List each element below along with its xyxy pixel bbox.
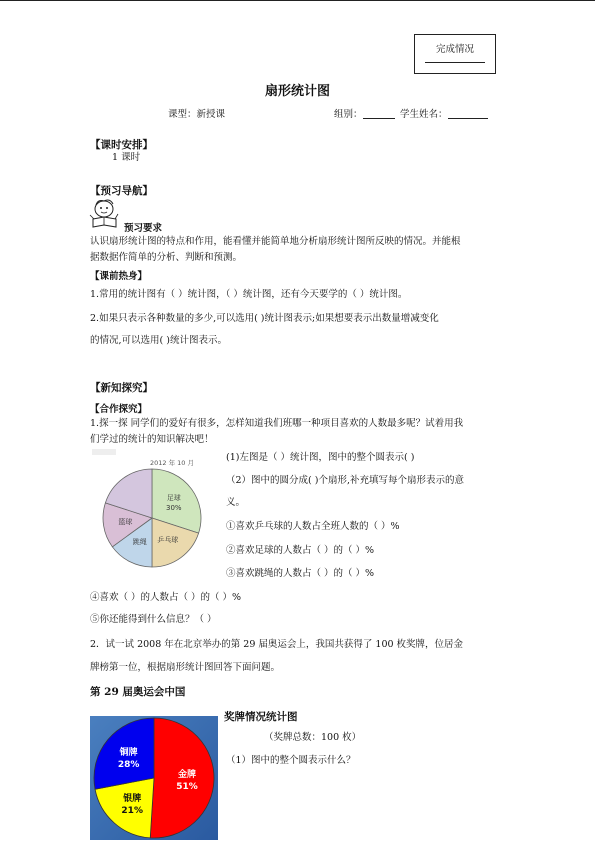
preview-heading: 【预习导航】: [90, 185, 153, 197]
q1-item-5: ⑤你还能得到什么信息？（ ）: [90, 614, 217, 625]
explore-question-2-line2: 牌榜第一位，根据扇形统计图回答下面问题。: [90, 662, 281, 673]
medal-total: （奖牌总数：100 枚）: [264, 732, 362, 743]
page-title: 扇形统计图: [264, 84, 330, 99]
warmup-question-2-line2: 的情况,可以选用( )统计图表示。: [90, 335, 227, 346]
preview-requirement-line2: 据数据作简单的分析、判断和预测。: [90, 252, 243, 263]
course-type: 课型：新授课: [168, 109, 226, 120]
completion-status-box: [414, 34, 496, 74]
pie-label-0-0: 足球: [166, 494, 181, 503]
pie-value-label-1-0: 51%: [176, 782, 198, 792]
group-label: 组别：: [334, 106, 395, 120]
medal-pie-chart: [90, 716, 218, 840]
pie-label-1-2: 铜牌: [119, 748, 138, 758]
preview-requirement-line1: 认识扇形统计图的特点和作用，能看懂并能简单地分析扇形统计图所反映的情况。并能根: [90, 236, 461, 247]
olympics-heading: 第 29 届奥运会中国: [90, 686, 186, 698]
scanned-caption-fragment: [92, 449, 116, 455]
top-rule: [0, 0, 595, 1]
warmup-question-1: 1.常用的统计图有（ ）统计图，（ ）统计图，还有今天要学的（ ）统计图。: [90, 289, 408, 300]
hobby-pie-chart: [92, 448, 216, 570]
pie-label-1-1: 银牌: [123, 793, 142, 804]
explore-question-1-line1: 1.探一探 同学们的爱好有很多，怎样知道我们班哪一种项目喜欢的人数最多呢？试着用我: [90, 418, 464, 429]
schedule-value: 1 课时: [112, 152, 141, 163]
explore-question-2-line1: 2．试一试 2008 年在北京举办的第 29 届奥运会上，我国共获得了 100 枚奖牌，位居金: [90, 639, 464, 650]
pie-label-1-0: 金牌: [177, 770, 197, 780]
pie-label-0-3: 篮球: [118, 518, 133, 527]
warmup-question-2-line1: 2.如果只表示各种数量的多少,可以选用( )统计图表示;如果想要表示出数量增减变化: [90, 313, 439, 324]
completion-status-blank[interactable]: [425, 62, 485, 63]
student-name-blank[interactable]: [448, 108, 488, 119]
cooperation-heading: 【合作探究】: [90, 404, 148, 415]
pie-value-label-1-2: 28%: [117, 760, 140, 770]
pie-value-label-0-0: 30%: [166, 504, 182, 513]
q1-item-2: ②喜欢足球的人数占（ ）的（ ）%: [226, 545, 375, 556]
pie-label-0-2: 跳绳: [132, 538, 147, 546]
explore-question-1-line2: 们学过的统计的知识解决吧！: [90, 434, 214, 445]
q1-part-b-line2: 义。: [226, 497, 246, 508]
q1-item-1: ①喜欢乒乓球的人数占全班人数的（ ）%: [226, 521, 400, 532]
group-blank[interactable]: [363, 108, 395, 119]
q1-part-a: (1)左图是（ ）统计图，图中的整个圆表示( ): [226, 452, 415, 463]
medal-chart-title: 奖牌情况统计图: [224, 711, 298, 723]
schedule-heading: 【课时安排】: [90, 139, 153, 151]
student-name-label: 学生姓名：: [400, 106, 488, 120]
pie-label-0-1: 乒乓球: [157, 535, 179, 544]
explore-heading: 【新知探究】: [90, 382, 153, 394]
q1-item-3: ③喜欢跳绳的人数占（ ）的（ ）%: [226, 568, 375, 579]
warmup-heading: 【课前热身】: [90, 271, 148, 282]
preview-requirement-heading: 预习要求: [124, 223, 163, 234]
q1-part-b-line1: （2）图中的圆分成( )个扇形,补充填写每个扇形表示的意: [226, 475, 464, 486]
completion-status-label: 完成情况: [435, 44, 474, 55]
student-reading-icon: [88, 197, 122, 229]
hobby-pie-title: 2012 年 10 月: [150, 459, 195, 467]
pie-value-label-1-1: 21%: [121, 805, 143, 816]
q1-item-4: ④喜欢（ ）的人数占（ ）的（ ）%: [90, 592, 242, 603]
medal-question-1: （1）图中的整个圆表示什么？: [226, 755, 356, 766]
